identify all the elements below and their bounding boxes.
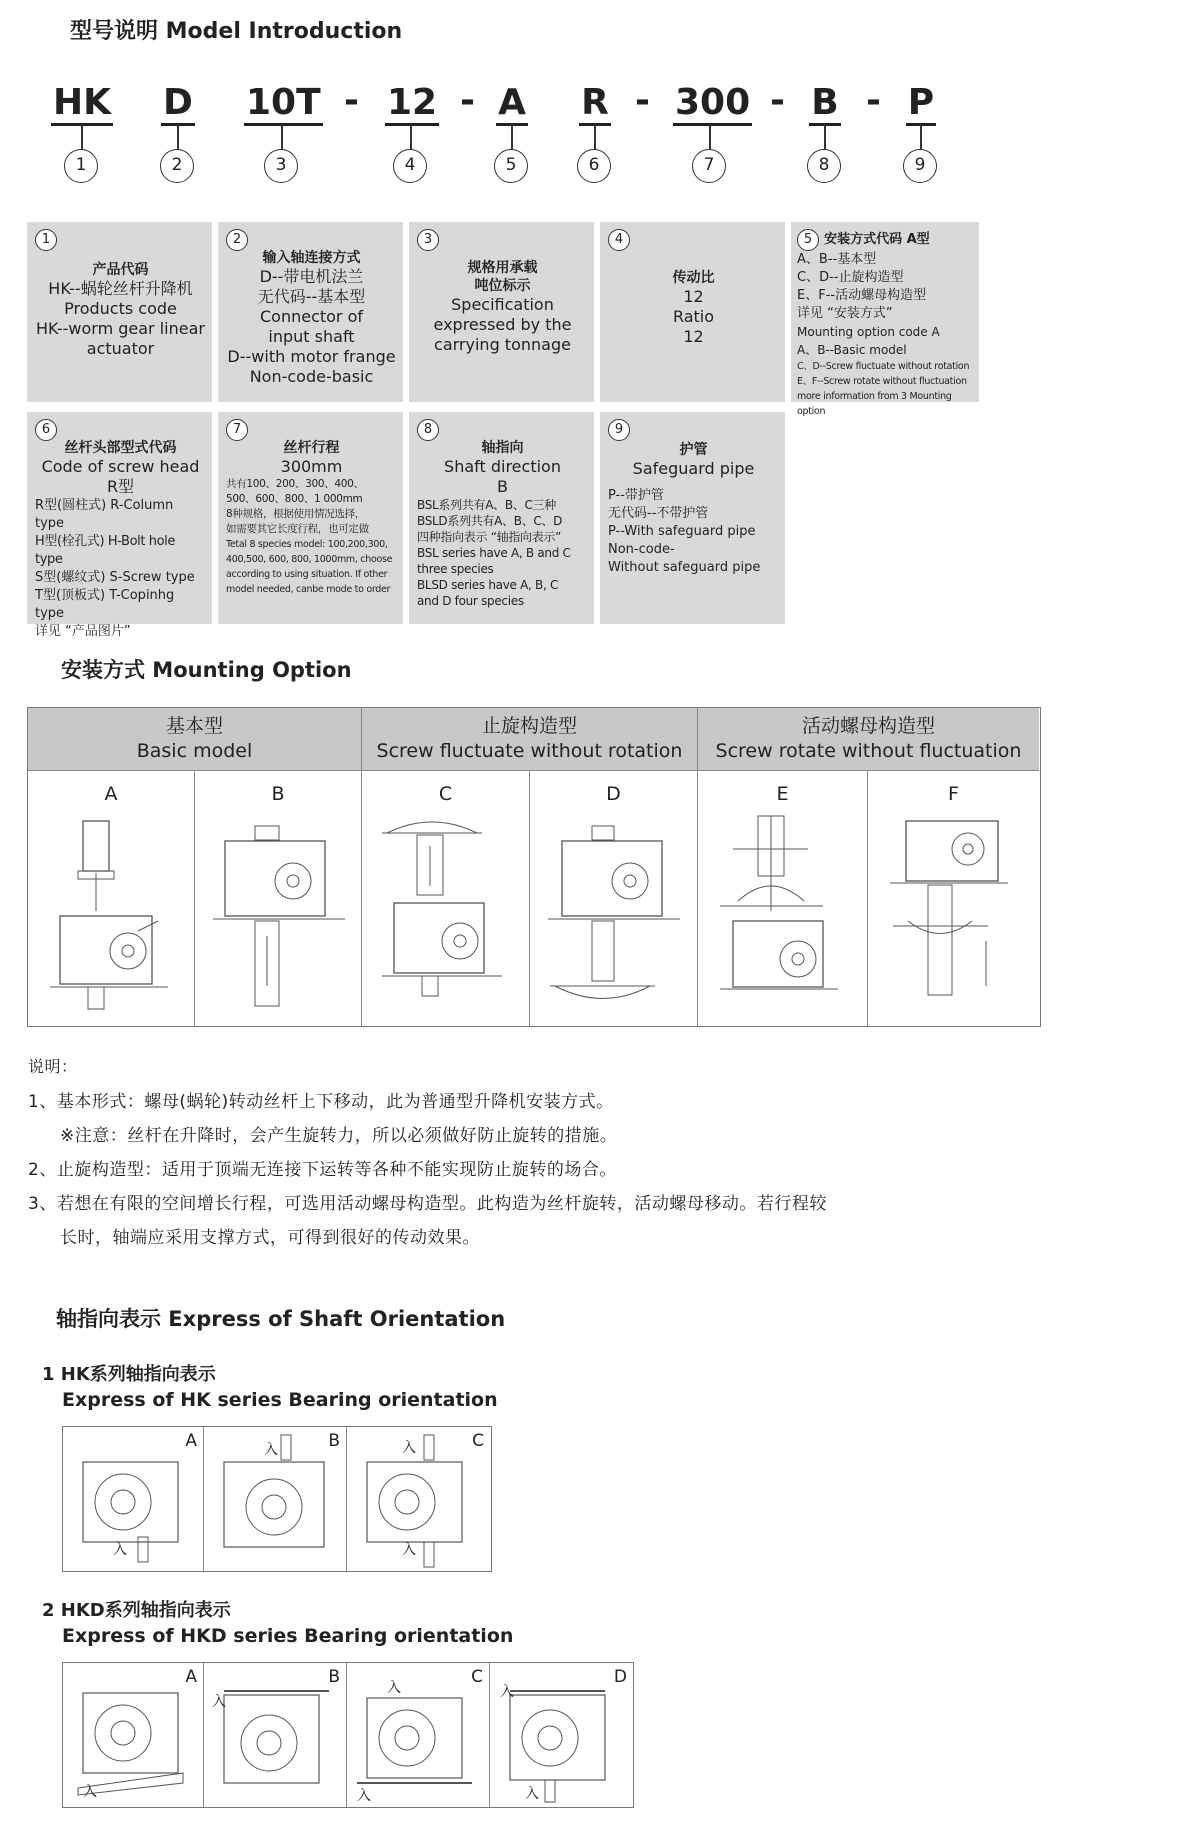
section-title-shaft: 轴指向表示 Express of Shaft Orientation <box>56 1307 506 1331</box>
box-line: 400,500, 600, 800, 1000mm, choose <box>226 554 393 565</box>
code-text: 10T <box>244 83 323 126</box>
box-line: Code of screw head <box>41 457 200 476</box>
box-line: C、D--止旋构造型 <box>797 270 904 285</box>
code-seg-7 <box>673 82 751 126</box>
code-connector <box>81 125 83 151</box>
code-connector <box>281 125 283 151</box>
hk-orient-c <box>347 1427 490 1571</box>
cell-label: A <box>185 1667 197 1687</box>
mounting-cell-c <box>362 770 530 1026</box>
box-line: 四种指向表示 “轴指向表示” <box>417 530 562 544</box>
box-line: Non-code- <box>608 542 675 557</box>
box-specification <box>409 222 594 402</box>
box-number: 6 <box>35 419 57 441</box>
group-en: Screw rotate without fluctuation <box>715 740 1022 762</box>
code-circle-1: 1 <box>64 149 98 183</box>
box-screw-head <box>27 412 212 639</box>
gearbox-orientation-icon <box>63 1427 204 1573</box>
code-text: A <box>496 83 528 126</box>
group-cn: 活动螺母构造型 <box>801 715 935 737</box>
gearbox-orientation-icon <box>204 1663 347 1809</box>
group-en: Basic model <box>136 740 253 762</box>
hkd-orientation-table <box>62 1662 634 1808</box>
box-line: E、F--Screw rotate without fluctuation <box>797 376 967 387</box>
box-line: 如需要其它长度行程，也可定做 <box>226 523 369 535</box>
code-dash: - <box>770 80 785 121</box>
hkd-orient-a <box>63 1663 204 1807</box>
mounting-cell-a <box>28 770 195 1026</box>
hkd-orient-d <box>490 1663 633 1807</box>
code-connector <box>709 125 711 151</box>
box-line: Specification <box>451 295 554 314</box>
box-line: E、F--活动螺母构造型 <box>797 288 927 303</box>
input-mark: 入 <box>402 1440 416 1456</box>
box-title: 输入轴连接方式 <box>262 250 361 266</box>
code-connector <box>410 125 412 151</box>
box-number: 5 <box>797 229 819 251</box>
cell-label: B <box>271 783 285 805</box>
box-mounting-code <box>791 222 979 417</box>
mounting-cell-b <box>195 770 362 1026</box>
mounting-cell-d <box>530 770 698 1026</box>
group-cn: 止旋构造型 <box>481 715 577 737</box>
mounting-group-moving-nut <box>698 708 1039 770</box>
cell-label: B <box>328 1431 340 1451</box>
jack-diagram-icon <box>868 811 1039 1021</box>
jack-diagram-icon <box>698 811 868 1021</box>
box-line: 300mm <box>280 457 343 476</box>
input-mark: 入 <box>500 1684 514 1700</box>
box-line: Non-code-basic <box>249 367 374 386</box>
box-line: actuator <box>86 339 155 358</box>
box-line: BSL series have A, B and C <box>417 546 571 560</box>
code-circle-6: 6 <box>577 149 611 183</box>
box-line: three species <box>417 562 494 576</box>
box-line: T型(顶板式) T-Copinhg type <box>35 588 175 621</box>
code-connector <box>177 125 179 151</box>
box-line: R型 <box>106 477 135 496</box>
code-circle-5: 5 <box>494 149 528 183</box>
cell-label: D <box>606 783 621 805</box>
group-cn: 基本型 <box>165 715 223 737</box>
input-mark: 入 <box>212 1694 226 1710</box>
code-circle-4: 4 <box>393 149 427 183</box>
box-line: D--带电机法兰 <box>259 267 364 286</box>
code-text: HK <box>51 83 113 126</box>
input-mark: 入 <box>525 1786 539 1802</box>
box-number: 8 <box>417 419 439 441</box>
box-number: 4 <box>608 229 630 251</box>
box-line: R型(圆柱式) R-Column type <box>35 498 174 531</box>
mounting-cell-f <box>868 770 1039 1026</box>
box-ratio <box>600 222 785 402</box>
box-line: P--With safeguard pipe <box>608 524 756 539</box>
box-line: 无代码--不带护管 <box>608 506 709 521</box>
code-seg-2 <box>160 82 196 126</box>
hkd-title-cn: 2 HKD系列轴指向表示 <box>42 1600 231 1621</box>
code-connector <box>920 125 922 151</box>
code-dash: - <box>635 80 650 121</box>
code-connector <box>824 125 826 151</box>
hk-title-en: Express of HK series Bearing orientation <box>62 1389 498 1411</box>
box-line: input shaft <box>268 327 355 346</box>
hkd-orient-b <box>204 1663 347 1807</box>
box-line: P--带护管 <box>608 488 664 503</box>
input-mark: 入 <box>357 1788 371 1804</box>
box-line: 无代码--基本型 <box>257 287 366 306</box>
mounting-group-basic <box>28 708 362 770</box>
box-line: Products code <box>64 299 177 318</box>
box-line: Ratio <box>672 307 715 326</box>
note-1: 1、基本形式：螺母(蜗轮)转动丝杆上下移动，此为普通型升降机安装方式。 <box>28 1092 614 1112</box>
box-line: A、B--Basic model <box>797 343 907 357</box>
jack-diagram-icon <box>530 811 698 1021</box>
note-3: 3、若想在有限的空间增长行程，可选用活动螺母构造型。此构造为丝杆旋转，活动螺母移动。若行程较 <box>28 1194 827 1214</box>
box-title: 吨位标示 <box>474 278 531 294</box>
box-safeguard <box>600 412 785 624</box>
cell-label: C <box>438 783 453 805</box>
box-line: expressed by the <box>433 315 572 334</box>
code-circle-2: 2 <box>160 149 194 183</box>
box-line: 12 <box>683 287 704 306</box>
box-input-shaft <box>218 222 403 402</box>
note-3b: 长时，轴端应采用支撑方式，可得到很好的传动效果。 <box>60 1228 480 1248</box>
box-title: 产品代码 <box>92 262 149 278</box>
box-shaft-direction <box>409 412 594 624</box>
cell-label: E <box>776 783 789 805</box>
box-line: 详见 “安装方式” <box>797 306 893 321</box>
note-1b: ※注意：丝杆在升降时，会产生旋转力，所以必须做好防止旋转的措施。 <box>60 1126 618 1146</box>
code-text: B <box>809 83 840 126</box>
cell-label: C <box>471 1667 483 1687</box>
box-line: Mounting option code A <box>797 325 940 339</box>
box-line: Without safeguard pipe <box>608 560 761 575</box>
box-title: 规格用承载 <box>467 260 538 276</box>
box-line: Connector of <box>259 307 364 326</box>
code-dash: - <box>460 80 475 121</box>
code-connector <box>511 125 513 151</box>
code-circle-3: 3 <box>264 149 298 183</box>
section-title-mounting: 安装方式 Mounting Option <box>61 658 352 682</box>
code-seg-4 <box>385 82 437 126</box>
box-line: B <box>497 477 508 496</box>
box-line: 详见 “产品图片” <box>35 624 131 639</box>
box-line: model needed, canbe mode to order <box>226 584 391 595</box>
box-line: BSLD系列共有A、B、C、D <box>417 514 563 528</box>
box-line: Shaft direction <box>444 457 561 476</box>
box-title: 轴指向 <box>481 440 524 456</box>
box-line: BSL系列共有A、B、C三种 <box>417 498 556 512</box>
jack-diagram-icon <box>362 811 530 1021</box>
box-title: 安装方式代码 A型 <box>824 232 930 247</box>
group-en: Screw fluctuate without rotation <box>376 740 683 762</box>
box-line: HK--蜗轮丝杆升降机 <box>48 279 193 298</box>
jack-diagram-icon <box>195 811 362 1021</box>
box-line: HK--worm gear linear <box>36 319 205 338</box>
code-text: 300 <box>673 83 752 126</box>
cell-label: A <box>104 783 118 805</box>
box-number: 3 <box>417 229 439 251</box>
box-line: more information from 3 Mounting option <box>797 391 952 417</box>
box-line: A、B--基本型 <box>797 252 877 267</box>
cell-label: F <box>948 783 959 805</box>
box-line: C、D--Screw fluctuate without rotation <box>797 361 970 372</box>
input-mark: 入 <box>113 1542 127 1558</box>
cell-label: A <box>185 1431 197 1451</box>
box-stroke <box>218 412 403 624</box>
note-2: 2、止旋构造型：适用于顶端无连接下运转等各种不能实现防止旋转的场合。 <box>28 1160 617 1180</box>
input-mark: 入 <box>402 1542 416 1558</box>
box-line: Tetal 8 species model: 100,200,300, <box>226 539 388 550</box>
code-text: D <box>161 83 195 126</box>
cell-label: B <box>328 1667 340 1687</box>
code-seg-8 <box>808 82 842 126</box>
box-number: 2 <box>226 229 248 251</box>
box-title: 传动比 <box>672 270 715 286</box>
hk-orient-b <box>204 1427 347 1571</box>
box-line: 500、600、800、1 000mm <box>226 493 363 505</box>
input-mark: 入 <box>387 1680 401 1696</box>
hk-title-cn: 1 HK系列轴指向表示 <box>42 1364 216 1385</box>
gearbox-orientation-icon <box>347 1427 490 1573</box>
code-dash: - <box>344 80 359 121</box>
code-text: 12 <box>385 83 439 126</box>
code-circle-7: 7 <box>692 149 726 183</box>
code-circle-9: 9 <box>903 149 937 183</box>
cell-label: C <box>472 1431 484 1451</box>
box-title: 护管 <box>679 442 708 458</box>
mounting-group-no-rotation <box>362 708 698 770</box>
box-line: Safeguard pipe <box>632 459 755 478</box>
box-number: 9 <box>608 419 630 441</box>
cell-label: D <box>613 1667 627 1687</box>
code-text: R <box>579 83 611 126</box>
box-product-code <box>27 222 212 402</box>
section-title-model: 型号说明 Model Introduction <box>70 19 403 44</box>
box-line: H型(栓孔式) H-Bolt hole type <box>35 534 175 567</box>
code-seg-1 <box>50 82 114 126</box>
code-seg-3 <box>244 82 320 126</box>
box-line: according to using situation. If other <box>226 569 388 580</box>
jack-diagram-icon <box>28 811 195 1021</box>
box-number: 1 <box>35 229 57 251</box>
box-title: 丝杆行程 <box>283 440 340 456</box>
box-number: 7 <box>226 419 248 441</box>
code-text: P <box>906 83 936 126</box>
hkd-title-en: Express of HKD series Bearing orientation <box>62 1625 514 1647</box>
mounting-table <box>27 707 1041 1027</box>
box-line: 12 <box>683 327 704 346</box>
hk-orient-a <box>63 1427 204 1571</box>
box-line: BLSD series have A, B, C <box>417 578 559 592</box>
hkd-orient-c <box>347 1663 490 1807</box>
box-line: 共有100、200、300、400、 <box>226 478 364 490</box>
code-seg-6 <box>578 82 612 126</box>
box-line: and D four species <box>417 594 524 608</box>
input-mark: 入 <box>83 1784 97 1800</box>
code-dash: - <box>866 80 881 121</box>
input-mark: 入 <box>264 1442 278 1458</box>
box-line: S型(螺纹式) S-Screw type <box>35 570 195 585</box>
mounting-cell-e <box>698 770 868 1026</box>
code-circle-8: 8 <box>807 149 841 183</box>
box-line: 8种规格，根据使用情况选择， <box>226 508 365 520</box>
hk-orientation-table <box>62 1426 492 1572</box>
box-title: 丝杆头部型式代码 <box>64 440 177 456</box>
code-seg-9 <box>905 82 937 126</box>
code-connector <box>594 125 596 151</box>
box-line: D--with motor frange <box>227 347 396 366</box>
code-seg-5 <box>496 82 528 126</box>
box-line: carrying tonnage <box>434 335 571 354</box>
notes-title: 说明： <box>28 1057 78 1076</box>
